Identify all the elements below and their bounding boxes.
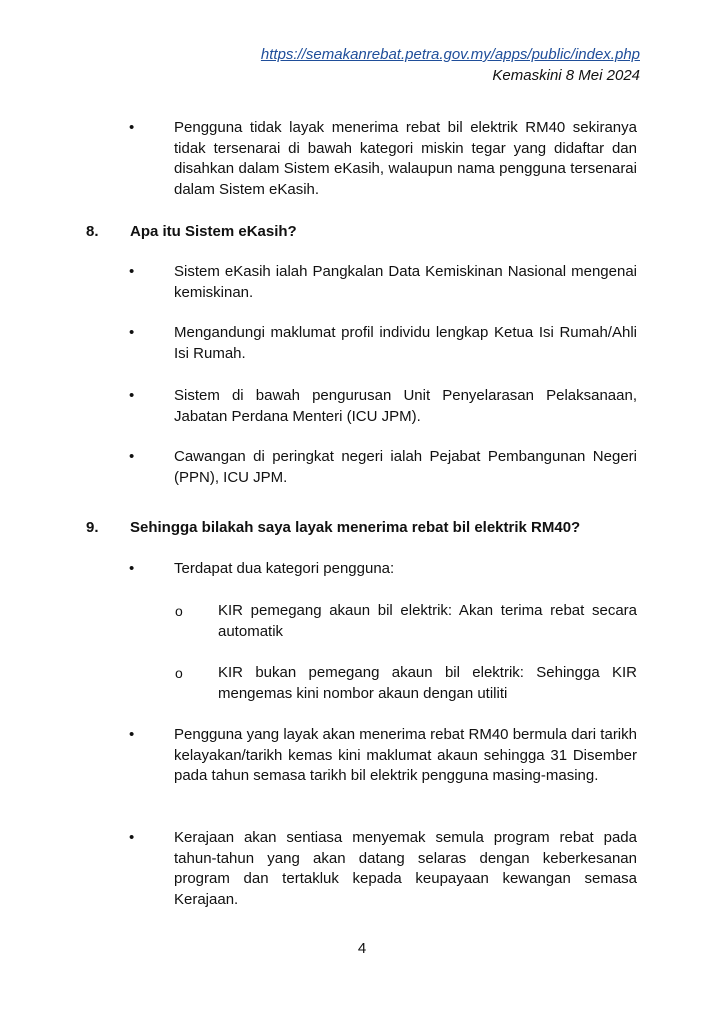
bullet-icon: • <box>129 726 135 743</box>
question-8-heading: Apa itu Sistem eKasih? <box>130 223 297 240</box>
question-9-number: 9. <box>86 519 99 536</box>
updated-date: Kemaskini 8 Mei 2024 <box>492 67 640 84</box>
bullet-icon: • <box>129 448 135 465</box>
q8-bullet-2: Mengandungi maklumat profil individu lengkap Ketua Isi Rumah/Ahli Isi Rumah. <box>174 324 637 362</box>
question-9-heading: Sehingga bilakah saya layak menerima rebat bil elektrik RM40? <box>130 519 581 536</box>
question-8-number: 8. <box>86 223 99 240</box>
q9-bullet-3: Kerajaan akan sentiasa menyemak semula program rebat pada tahun-tahun yang akan datang selaras dengan keberkesanan program dan tertakluk kepada keupayaan kewangan semasa Kerajaan. <box>174 829 637 908</box>
bullet-icon: • <box>129 119 135 136</box>
q9-bullet-2: Pengguna yang layak akan menerima rebat RM40 bermula dari tarikh kelayakan/tarikh kemas kini maklumat akaun sehingga 31 Disember pada tahun semasa tarikh bil elektrik pengguna masing-masing. <box>174 726 637 784</box>
q9-sub-bullet-1: KIR pemegang akaun bil elektrik: Akan terima rebat secara automatik <box>218 602 637 640</box>
source-url-link[interactable]: https://semakanrebat.petra.gov.my/apps/public/index.php <box>260 46 640 63</box>
bullet-icon: • <box>129 324 135 341</box>
bullet-icon: • <box>129 829 135 846</box>
q8-bullet-1: Sistem eKasih ialah Pangkalan Data Kemiskinan Nasional mengenai kemiskinan. <box>174 263 637 301</box>
page-number: 4 <box>357 940 367 957</box>
page-header <box>261 44 640 86</box>
bullet-icon: • <box>129 263 135 280</box>
q9-bullet-1: Terdapat dua kategori pengguna: <box>174 560 395 577</box>
sub-bullet-icon: o <box>175 665 183 681</box>
bullet-icon: • <box>129 387 135 404</box>
q9-sub-bullet-2: KIR bukan pemegang akaun bil elektrik: Sehingga KIR mengemas kini nombor akaun dengan utiliti <box>218 664 637 702</box>
sub-bullet-icon: o <box>175 603 183 619</box>
q8-bullet-3: Sistem di bawah pengurusan Unit Penyelarasan Pelaksanaan, Jabatan Perdana Menteri (ICU JPM). <box>174 387 637 425</box>
bullet-icon: • <box>129 560 135 577</box>
q8-bullet-4: Cawangan di peringkat negeri ialah Pejabat Pembangunan Negeri (PPN), ICU JPM. <box>174 448 637 486</box>
intro-bullet-text: Pengguna tidak layak menerima rebat bil elektrik RM40 sekiranya tidak tersenarai di bawah kategori miskin tegar yang didaftar dan disahkan dalam Sistem eKasih, walaupun nama pengguna tersenarai dalam Sistem eKasih. <box>174 119 637 198</box>
